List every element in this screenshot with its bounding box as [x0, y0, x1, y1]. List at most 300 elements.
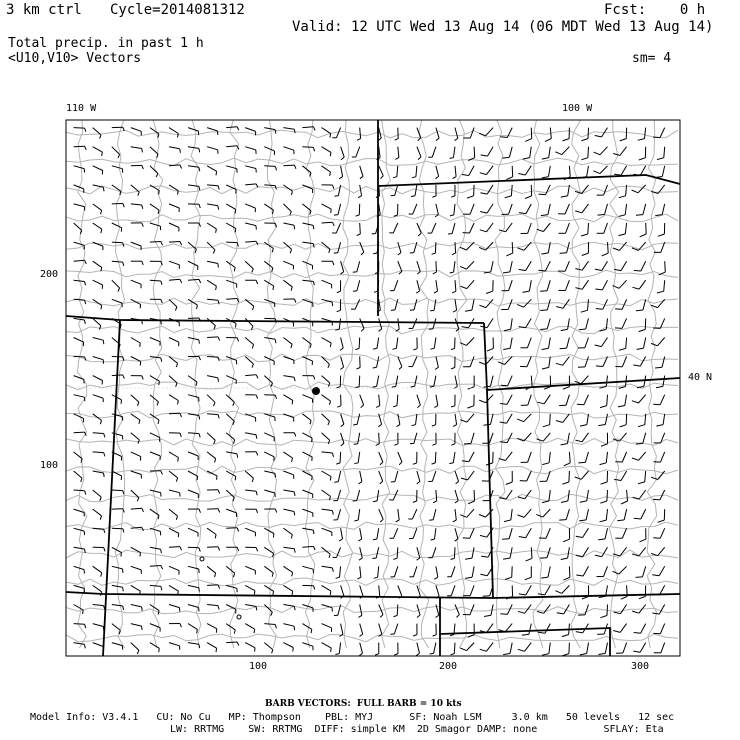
county-border: [66, 634, 678, 642]
wind-barb: [506, 242, 513, 256]
wind-barb: [93, 414, 102, 424]
wind-barb: [93, 223, 102, 233]
wind-barb: [264, 566, 273, 576]
wind-barb: [283, 223, 294, 229]
wind-barb: [434, 566, 438, 579]
wind-barb: [455, 490, 458, 503]
wind-barb: [283, 509, 294, 515]
wind-barb: [283, 395, 292, 405]
wind-barb: [207, 223, 216, 233]
wind-barb: [245, 223, 256, 230]
wind-barb: [436, 585, 439, 598]
wind-barb: [93, 128, 101, 139]
wind-barb: [455, 528, 458, 541]
wind-barb: [373, 490, 379, 502]
wind-barb: [131, 223, 144, 227]
wind-barb: [341, 414, 344, 427]
wind-barb: [131, 471, 142, 479]
wind-barb: [150, 585, 162, 590]
wind-barb: [302, 471, 312, 480]
wind-barb: [452, 242, 456, 255]
wind-barb: [245, 184, 258, 188]
wind-barb: [523, 280, 532, 292]
wind-barb: [455, 605, 459, 618]
wind-barb: [131, 452, 141, 461]
wind-barb: [447, 585, 455, 595]
model-info-line1: Model Info: V3.4.1 CU: No Cu MP: Thompson PBL: MYJ SF: Noah LSM 3.0 km 50 levels 12 sec: [30, 712, 675, 723]
wind-barb: [563, 528, 570, 542]
wind-barb: [93, 338, 104, 345]
wind-barb: [558, 261, 569, 271]
wind-barb: [434, 395, 437, 408]
wind-barb: [283, 624, 294, 631]
wind-barb: [337, 376, 341, 388]
wind-barb: [302, 624, 311, 634]
wind-barb: [322, 585, 331, 595]
wind-barb: [169, 395, 178, 405]
wind-barb: [653, 395, 665, 405]
wind-barb: [468, 624, 475, 638]
wind-barb: [576, 566, 588, 576]
wind-barb: [431, 528, 436, 540]
wind-barb: [580, 166, 589, 178]
wind-barb: [391, 471, 398, 482]
town-marker: [200, 557, 204, 561]
wind-barb: [639, 147, 646, 160]
wind-barb: [655, 204, 664, 216]
wind-barb: [520, 357, 531, 367]
wind-barb: [337, 280, 341, 292]
wind-barb: [207, 528, 216, 538]
wind-barb: [601, 433, 608, 447]
wind-barb: [379, 509, 384, 522]
wind-barb: [322, 624, 332, 632]
wind-barb: [517, 414, 531, 422]
wind-barb: [74, 471, 82, 482]
wind-barb: [112, 204, 125, 208]
wind-barb: [169, 585, 178, 595]
wind-barb: [500, 395, 512, 405]
wind-barb: [598, 528, 607, 540]
x-tick-300: 300: [631, 661, 650, 672]
wind-barb: [555, 147, 569, 155]
wind-barb: [502, 280, 513, 291]
wind-barb: [169, 624, 181, 628]
wind-barb: [302, 338, 311, 349]
wind-barb: [302, 566, 313, 573]
wind-barb: [112, 643, 123, 650]
wind-barb: [595, 338, 608, 347]
cycle-label: Cycle=2014081312: [110, 2, 245, 18]
wind-barb: [461, 471, 474, 480]
wind-barb: [264, 585, 273, 595]
wind-barb: [283, 490, 295, 496]
wind-barb: [131, 299, 141, 308]
wind-barb: [518, 166, 531, 175]
wind-barb: [131, 490, 139, 501]
wind-barb: [454, 376, 457, 389]
wind-barb: [374, 566, 379, 578]
wind-barb: [353, 490, 360, 501]
wind-barb: [359, 605, 362, 618]
wind-barb: [112, 375, 125, 379]
wind-barb: [460, 261, 474, 269]
wind-barb: [518, 490, 531, 499]
wind-barb: [410, 433, 417, 444]
wind-barb: [112, 166, 123, 173]
wind-barb: [597, 185, 608, 195]
wind-barb: [93, 433, 105, 438]
wind-barb: [467, 395, 474, 408]
wind-barb: [614, 261, 627, 270]
wind-barb: [188, 376, 197, 386]
wind-barb: [634, 624, 646, 634]
wind-barb: [633, 280, 646, 289]
wind-barb: [632, 547, 646, 556]
wind-barb: [542, 643, 550, 656]
wind-barb: [322, 509, 334, 514]
wind-barb: [74, 128, 86, 132]
wind-barb: [559, 509, 569, 520]
wind-barb: [357, 223, 361, 236]
wind-barb: [503, 261, 512, 273]
wind-barb: [207, 280, 216, 290]
wind-barb: [656, 376, 665, 388]
wind-barb: [359, 547, 362, 560]
wind-barb: [322, 414, 330, 425]
wind-barb: [74, 204, 85, 211]
wind-barb: [207, 605, 219, 610]
wind-barb: [131, 185, 139, 196]
wind-barb: [245, 338, 253, 349]
wind-barb: [188, 452, 198, 460]
wind-barb: [93, 490, 102, 501]
wind-barb: [555, 585, 569, 593]
wind-barb: [598, 643, 607, 655]
wind-barb: [432, 433, 436, 446]
wind-barb: [540, 280, 550, 291]
wind-barb: [340, 357, 343, 370]
wind-barb: [245, 471, 253, 482]
wind-barb: [339, 166, 342, 179]
wind-barb: [334, 471, 340, 482]
wind-barb: [600, 509, 608, 522]
wind-barb: [657, 147, 665, 160]
wind-barb: [207, 204, 219, 210]
wind-barb: [500, 414, 513, 423]
wind-barb: [636, 204, 646, 215]
wind-barb: [409, 204, 417, 214]
wind-barb: [564, 566, 570, 580]
wind-barb: [541, 204, 550, 216]
wind-barb: [465, 547, 474, 559]
wind-barb: [302, 643, 313, 651]
wind-barb: [435, 357, 438, 370]
wind-barb: [560, 338, 570, 349]
wind-barb: [245, 395, 257, 399]
wind-barb: [112, 490, 124, 494]
wind-barb: [150, 566, 163, 570]
town-marker: [237, 615, 241, 619]
wind-barb: [169, 204, 179, 212]
wind-barb: [322, 452, 334, 457]
field-title: Total precip. in past 1 h: [8, 36, 204, 51]
wind-barb: [621, 490, 627, 504]
wind-barb: [112, 261, 124, 266]
wind-barb: [245, 261, 253, 272]
wind-barb: [542, 166, 551, 178]
wind-barb: [245, 547, 257, 551]
wind-barb: [396, 509, 400, 522]
wind-barb: [393, 395, 398, 407]
wind-barb: [264, 643, 273, 654]
wind-barb: [560, 242, 570, 253]
county-border: [66, 158, 678, 166]
wind-barb: [414, 338, 418, 351]
wind-barb: [417, 547, 420, 560]
wind-barb: [93, 566, 102, 576]
wind-barb: [389, 223, 398, 233]
wind-barb: [283, 204, 291, 215]
wind-barb: [207, 566, 216, 577]
wind-barb: [616, 643, 627, 654]
wind-barb: [207, 547, 220, 551]
wind-barb: [283, 585, 292, 595]
smoothing-label: sm= 4: [632, 51, 672, 66]
wind-barb: [336, 566, 341, 578]
wind-barb: [356, 357, 360, 370]
wind-barb: [634, 509, 646, 519]
wind-barb: [188, 528, 198, 536]
wind-barb: [93, 452, 105, 457]
wind-barb: [373, 528, 379, 540]
wind-barb: [302, 204, 311, 215]
wind-barb: [93, 166, 103, 175]
county-border: [66, 466, 678, 474]
wind-barb: [537, 395, 550, 404]
wind-barb: [557, 605, 570, 614]
wind-barb: [207, 166, 217, 176]
wind-barb: [460, 414, 474, 422]
wind-barb: [375, 643, 379, 656]
wind-barb: [131, 605, 142, 611]
wind-barb: [416, 280, 419, 293]
wind-barb: [207, 490, 220, 494]
wind-barb: [264, 452, 274, 461]
wind-barb: [653, 624, 664, 634]
wind-barb: [521, 223, 532, 234]
wind-barb: [131, 414, 140, 424]
wind-barb: [579, 318, 589, 329]
wind-barb: [93, 299, 102, 309]
wind-barb: [355, 376, 359, 388]
wind-barb: [131, 338, 141, 347]
wind-barb: [334, 204, 341, 215]
wind-barb: [394, 204, 398, 216]
wind-barb: [226, 566, 235, 577]
wind-barb: [207, 433, 215, 444]
wind-barb: [558, 204, 569, 214]
wind-barb: [601, 471, 608, 484]
wind-barb: [169, 376, 177, 387]
lon-label-110w: 110 W: [66, 103, 97, 114]
wind-barb: [358, 185, 362, 198]
wind-barb: [651, 547, 665, 555]
wind-barb: [188, 509, 201, 513]
wind-barb: [188, 643, 200, 649]
wind-barb: [621, 585, 627, 599]
wind-barb: [450, 147, 456, 159]
wind-barb: [409, 566, 417, 577]
wind-barb: [520, 471, 532, 481]
wind-barb: [392, 376, 398, 388]
wind-barb: [131, 147, 143, 153]
wind-barb: [264, 147, 274, 155]
model-info-line2: LW: RRTMG SW: RRTMG DIFF: simple KM 2D Smagor DAMP: none SFLAY: Eta: [170, 724, 664, 735]
wind-barb: [93, 643, 103, 651]
wind-barb: [409, 357, 417, 367]
wind-barb: [519, 318, 532, 327]
wind-barb: [379, 471, 383, 484]
wind-barb: [506, 166, 512, 180]
wind-barb: [654, 433, 665, 443]
wind-barb: [579, 509, 588, 521]
wind-barb: [518, 509, 532, 517]
wind-barb: [618, 204, 626, 217]
wind-barb: [283, 433, 295, 437]
wind-barb: [451, 547, 455, 559]
wind-barb: [93, 261, 102, 271]
wind-barb: [188, 279, 201, 283]
wind-barb: [188, 585, 199, 591]
wind-barb: [74, 166, 85, 173]
wind-barb: [432, 452, 436, 464]
wind-barb: [74, 280, 86, 285]
wind-barb: [150, 280, 162, 285]
wind-barb: [283, 185, 292, 195]
valid-time: Valid: 12 UTC Wed 13 Aug 14 (06 MDT Wed 13 Aug 14): [292, 19, 714, 35]
wind-barb: [460, 280, 474, 288]
wind-barb: [169, 165, 182, 169]
wind-barb: [518, 643, 532, 652]
wind-barb: [451, 433, 455, 445]
wind-barb: [637, 338, 646, 350]
wind-barb: [659, 261, 666, 275]
wind-barb: [428, 547, 436, 558]
wind-barb: [480, 166, 493, 175]
wind-barb: [131, 566, 142, 574]
wind-barb: [283, 261, 293, 269]
wind-barb: [449, 452, 455, 464]
wind-barb: [322, 261, 334, 265]
wind-barb: [561, 185, 570, 197]
wind-barb: [614, 166, 627, 176]
wind-barb: [575, 204, 588, 213]
wind-barb: [356, 204, 360, 216]
wind-barb: [429, 509, 436, 520]
run-name: 3 km ctrl: [6, 2, 82, 18]
wind-barb: [245, 643, 255, 652]
wind-barb: [131, 128, 142, 136]
wind-barb: [468, 490, 474, 504]
wind-barb: [416, 643, 419, 656]
wind-barb: [357, 566, 361, 579]
wind-barb: [451, 357, 455, 369]
wind-barb: [283, 318, 293, 326]
wind-barb: [394, 433, 398, 446]
wind-barb: [540, 299, 550, 310]
wind-barb: [169, 261, 179, 269]
wind-barb: [74, 528, 85, 535]
wind-barb: [430, 338, 436, 350]
wind-barb: [453, 299, 457, 312]
wind-barb: [359, 471, 362, 484]
wind-barb: [577, 395, 589, 405]
wind-barb: [322, 185, 334, 189]
wind-barb: [519, 585, 531, 595]
wind-barb: [428, 223, 436, 233]
wind-barb: [354, 509, 359, 521]
wind-barb: [93, 547, 105, 551]
wind-barb: [322, 471, 332, 480]
wind-barb: [112, 280, 120, 291]
wind-barb: [638, 471, 646, 484]
wind-barb: [322, 204, 332, 213]
wind-barb: [322, 222, 335, 226]
lon-label-100w: 100 W: [562, 103, 593, 114]
wind-barb: [540, 318, 550, 329]
wind-barb: [519, 528, 532, 538]
wind-barb: [226, 585, 237, 592]
wind-barb: [207, 395, 215, 406]
wind-barb: [283, 376, 295, 382]
wind-barb: [93, 376, 103, 385]
wind-barb: [188, 147, 200, 153]
wind-barb: [169, 452, 178, 462]
wind-barb: [539, 185, 551, 195]
wind-barb: [651, 471, 665, 480]
wind-barb: [226, 452, 238, 458]
wind-barb: [433, 624, 437, 637]
wind-barb: [336, 452, 340, 464]
wind-barb: [580, 414, 589, 426]
wind-barb: [396, 318, 400, 331]
wind-barb: [353, 280, 360, 291]
wind-barb: [334, 509, 341, 520]
wind-barb: [373, 357, 379, 369]
wind-barb: [453, 414, 457, 427]
wind-barb: [503, 338, 512, 350]
wind-barb: [226, 204, 236, 214]
wind-barb: [450, 261, 455, 273]
wind-barb: [93, 147, 103, 156]
wind-barb: [245, 204, 255, 212]
wind-barb: [499, 490, 512, 499]
wind-barb: [150, 147, 158, 158]
wind-barb: [600, 452, 608, 465]
wind-barb: [536, 509, 550, 517]
wind-barb: [169, 299, 177, 310]
wind-barb: [561, 318, 570, 330]
wind-barb: [575, 433, 588, 442]
wind-barb: [207, 261, 218, 267]
wind-barb: [322, 376, 330, 387]
wind-barb: [322, 528, 332, 536]
wind-barb: [207, 414, 219, 419]
wind-barb: [245, 166, 256, 173]
wind-barb: [245, 375, 258, 379]
wind-barb: [633, 643, 645, 653]
